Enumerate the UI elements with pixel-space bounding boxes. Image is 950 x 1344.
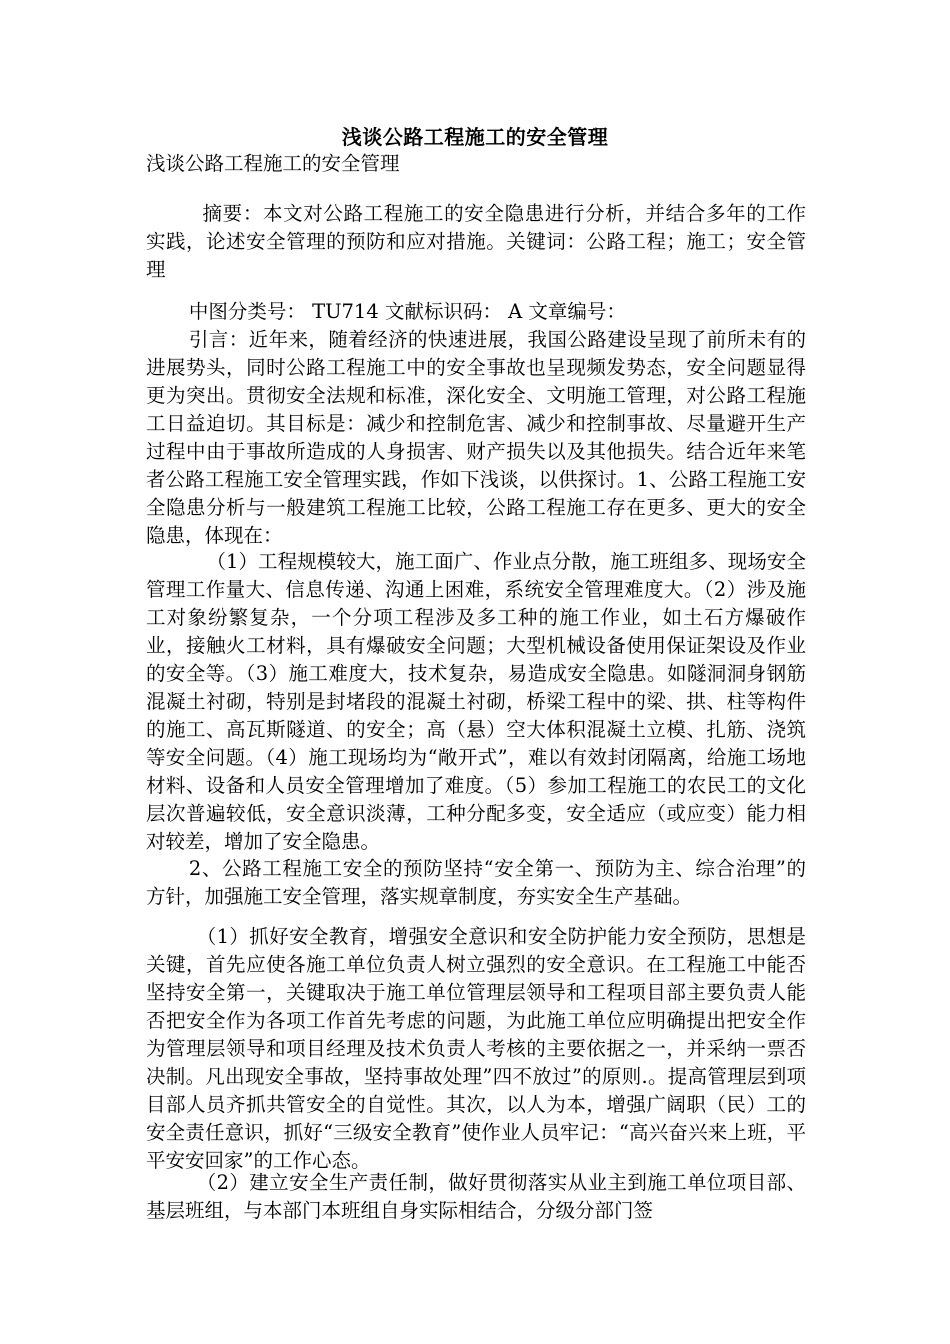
body-paragraph-2 [146, 855, 806, 911]
subtitle-text: 浅谈公路工程施工的安全管理 [146, 152, 400, 175]
paragraph-3-text: （1）抓好安全教育，增强安全意识和安全防护能力安全预防，思想是关键，首先应使各施工单位负责人树立强烈的安全意识。在工程施工中能否坚持安全第一，关键取决于施工单位管理层领导和工程项目部主要负责人能否把安全作为各项工作首先考虑的问题，为此施工单位应明确提出把安全作为管理层领导和项目经理及技术负责人考核的主要依据之一，并采纳一票否决制。凡出现安全事故，坚持事故处理”四不放过”的原则.。提高管理层到项目部人员齐抓共管安全的自觉性。其次，以人为本，增强广阔职（民）工的安全责任意识，抓好“三级安全教育”使作业人员牢记：“高兴奋兴来上班，平平安安回家”的工作心态。 [146, 925, 806, 1172]
document-title: 浅谈公路工程施工的安全管理 [341, 125, 609, 149]
abstract-paragraph [146, 200, 806, 284]
abstract-text: 摘要：本文对公路工程施工的安全隐患进行分析，并结合多年的工作实践，论述安全管理的预防和应对措施。关键词：公路工程；施工；安全管理 [146, 202, 806, 281]
paragraph-4-text: （2）建立安全生产责任制，做好贯彻落实从业主到施工单位项目部、基层班组，与本部门本班组自身实际相结合，分级分部门签 [146, 1171, 806, 1222]
document-subtitle [146, 150, 806, 178]
body-paragraph-3 [146, 923, 806, 1175]
paragraph-1-text: （1）工程规模较大，施工面广、作业点分散，施工班组多、现场安全管理工作量大、信息传递、沟通上困难，系统安全管理难度大。（2）涉及施工对象纷繁复杂，一个分项工程涉及多工种的施工作业，如土石方爆破作业，接触火工材料，具有爆破安全问题；大型机械设备使用保证架设及作业的安全等。（3）施工难度大，技术复杂，易造成安全隐患。如隧洞洞身钢筋混凝土衬砌，特别是封堵段的混凝土衬砌，桥梁工程中的梁、拱、柱等构件的施工、高瓦斯隧道、的安全；高（悬）空大体积混凝土立模、扎筋、浇筑等安全问题。（4）施工现场均为“敞开式”，难以有效封闭隔离，给施工场地材料、设备和人员安全管理增加了难度。（5）参加工程施工的农民工的文化层次普遍较低，安全意识淡薄，工种分配多变，安全适应（或应变）能力相对较差，增加了安全隐患。 [146, 550, 806, 853]
body-paragraph-4 [146, 1169, 806, 1225]
classification-line [146, 298, 806, 326]
introduction-text: 引言：近年来，随着经济的快速进展，我国公路建设呈现了前所未有的进展势头，同时公路工程施工中的安全事故也呈现频发势态，安全问题显得更为突出。贯彻安全法规和标准，深化安全、文明施工管理，对公路工程施工日益迫切。其目标是：减少和控制危害、减少和控制事故、尽量避开生产过程中由于事故所造成的人身损害、财产损失以及其他损失。结合近年来笔者公路工程施工安全管理实践，作如下浅谈，以供探讨。1、公路工程施工安全隐患分析与一般建筑工程施工比较，公路工程施工存在更多、更大的安全隐患，体现在： [146, 328, 806, 547]
body-paragraph-1 [146, 548, 806, 856]
paragraph-2-text: 2、公路工程施工安全的预防坚持“安全第一、预防为主、综合治理”的方针，加强施工安全管理，落实规章制度，夯实安全生产基础。 [146, 857, 806, 908]
classification-text: 中图分类号： TU714 文献标识码： A 文章编号： [188, 300, 626, 323]
introduction-paragraph [146, 326, 806, 550]
